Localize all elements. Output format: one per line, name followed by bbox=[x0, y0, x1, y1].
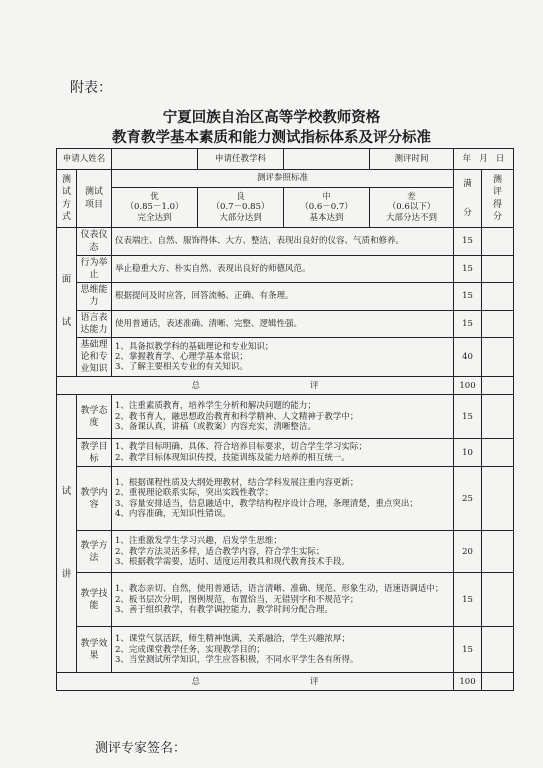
applied-subject-field[interactable] bbox=[284, 149, 370, 170]
criteria-skill: 1、教态亲切、自然，使用普通话，语言清晰、准确、规范、形象生动，语速语调适中； 2、板书层次分明，图例规范，布置恰当，无错别字和不规范字； 3、善于组织教学，有教学调控能力，教学时间分配合理。 bbox=[112, 573, 454, 627]
applicant-name-field[interactable] bbox=[112, 149, 198, 170]
score-knowledge: 40 bbox=[454, 337, 482, 376]
score-language: 15 bbox=[454, 310, 482, 337]
criteria-effect: 1、课堂气氛活跃，师生精神饱满，关系融洽，学生兴趣浓厚； 2、完成课堂教学任务，实现教学目的； 3、当堂测试所学知识，学生应答积极，不同水平学生各有所得。 bbox=[112, 627, 454, 673]
criteria-appearance: 仪表端庄、自然、服饰得体、大方、整洁，表现出良好的仪容、气质和修养。 bbox=[112, 228, 454, 256]
score-content: 25 bbox=[454, 467, 482, 531]
score-appearance: 15 bbox=[454, 228, 482, 256]
day-label: 日 bbox=[495, 153, 505, 164]
grade-excellent: 优 （0.85－1.0） 完全达到 bbox=[112, 188, 198, 228]
item-behavior: 行为举止 bbox=[77, 256, 112, 283]
criteria-knowledge: 1、具备拟教学科的基础理论和专业知识； 2、掌握教育学、心理学基本常识； 3、了解主要相关专业的有关知识。 bbox=[112, 337, 454, 376]
grade-good: 良 （0.7－0.85） 大部分达到 bbox=[198, 188, 284, 228]
test-time-label: 测评时间 bbox=[370, 149, 454, 170]
criteria-attitude: 1、注重素质教育，培养学生分析和解决问题的能力； 2、教书育人，融思想政治教育和科学精神、人文精神于教学中； 3、备课认真，讲稿（或教案）内容充实，清晰整洁。 bbox=[112, 395, 454, 439]
score-behavior: 15 bbox=[454, 256, 482, 283]
evaluation-table bbox=[56, 148, 514, 691]
rating-language[interactable] bbox=[482, 310, 514, 337]
signature-label: 测评专家签名： bbox=[95, 741, 187, 756]
interview-total-score: 100 bbox=[454, 377, 482, 395]
item-attitude: 教学态度 bbox=[77, 395, 112, 439]
item-skill: 教学技能 bbox=[77, 573, 112, 627]
rating-appearance[interactable] bbox=[482, 228, 514, 256]
full-score-header: 满 分 bbox=[454, 170, 482, 228]
item-appearance: 仪表仪态 bbox=[77, 228, 112, 256]
criteria-content: 1、根据课程性质及大纲处理教材，结合学科发展注重内容更新； 2、重视理论联系实际，突出实践性教学； 3、容量安排适当，信息融适中，教学结构程序设计合理，条理清楚，重点突出； 4、内容准确，无知识性错误。 bbox=[112, 467, 454, 531]
rating-knowledge[interactable] bbox=[482, 337, 514, 376]
criteria-thinking: 根据提问及时应答，回答流畅、正确、有条理。 bbox=[112, 283, 454, 310]
lecture-method: 试 讲 bbox=[57, 395, 77, 673]
item-header: 测试项目 bbox=[77, 170, 112, 228]
item-objective: 教学目标 bbox=[77, 439, 112, 467]
criteria-objective: 1、教学目标明确、具体、符合培养目标要求，切合学生学习实际； 2、教学目标体现知识传授，技能训练及能力培养的相互统一。 bbox=[112, 439, 454, 467]
title-line-2: 教育教学基本素质和能力测试指标体系及评分标准 bbox=[112, 129, 431, 146]
applied-subject-label: 申请任教学科 bbox=[198, 149, 284, 170]
lecture-total-label: 总 评 bbox=[57, 673, 454, 691]
item-language: 语言表达能力 bbox=[77, 310, 112, 337]
score-attitude: 15 bbox=[454, 395, 482, 439]
lecture-total-score: 100 bbox=[454, 673, 482, 691]
item-thinking: 思维能力 bbox=[77, 283, 112, 310]
rating-thinking[interactable] bbox=[482, 283, 514, 310]
method-header: 测试方式 bbox=[57, 170, 77, 228]
rating-score-header: 测评得分 bbox=[482, 170, 514, 228]
test-date-field[interactable] bbox=[454, 149, 514, 170]
interview-total-rating[interactable] bbox=[482, 377, 514, 395]
item-knowledge: 基础理论和专业知识 bbox=[77, 337, 112, 376]
score-thinking: 15 bbox=[454, 283, 482, 310]
lecture-total-rating[interactable] bbox=[482, 673, 514, 691]
rating-method[interactable] bbox=[482, 531, 514, 573]
title-line-1: 宁夏回族自治区高等学校教师资格 bbox=[162, 109, 381, 126]
item-method: 教学方法 bbox=[77, 531, 112, 573]
rating-attitude[interactable] bbox=[482, 395, 514, 439]
score-method: 20 bbox=[454, 531, 482, 573]
rating-behavior[interactable] bbox=[482, 256, 514, 283]
grade-medium: 中 （0.6－0.7） 基本达到 bbox=[284, 188, 370, 228]
item-effect: 教学效果 bbox=[77, 627, 112, 673]
score-effect: 15 bbox=[454, 627, 482, 673]
interview-total-label: 总 评 bbox=[57, 377, 454, 395]
annex-label: 附表： bbox=[70, 80, 112, 96]
grade-poor: 差 （0.6以下） 大部分达不到 bbox=[370, 188, 454, 228]
rating-content[interactable] bbox=[482, 467, 514, 531]
rating-skill[interactable] bbox=[482, 573, 514, 627]
year-label: 年 bbox=[462, 153, 472, 164]
criteria-behavior: 举止稳重大方、朴实自然、表现出良好的师德风范。 bbox=[112, 256, 454, 283]
item-content: 教学内容 bbox=[77, 467, 112, 531]
score-objective: 10 bbox=[454, 439, 482, 467]
reference-header: 测评参照标准 bbox=[112, 170, 454, 188]
interview-method: 面 试 bbox=[57, 228, 77, 377]
month-label: 月 bbox=[479, 153, 488, 164]
score-skill: 15 bbox=[454, 573, 482, 627]
criteria-method: 1、注重激发学生学习兴趣，启发学生思维； 2、教学方法灵活多样，适合教学内容，符合学生实际； 3、根据教学需要，适时、适度运用教具和现代教育技术手段。 bbox=[112, 531, 454, 573]
criteria-language: 使用普通话，表述准确、清晰、完整、逻辑性强。 bbox=[112, 310, 454, 337]
rating-objective[interactable] bbox=[482, 439, 514, 467]
rating-effect[interactable] bbox=[482, 627, 514, 673]
applicant-name-label: 申请人姓名 bbox=[57, 149, 112, 170]
